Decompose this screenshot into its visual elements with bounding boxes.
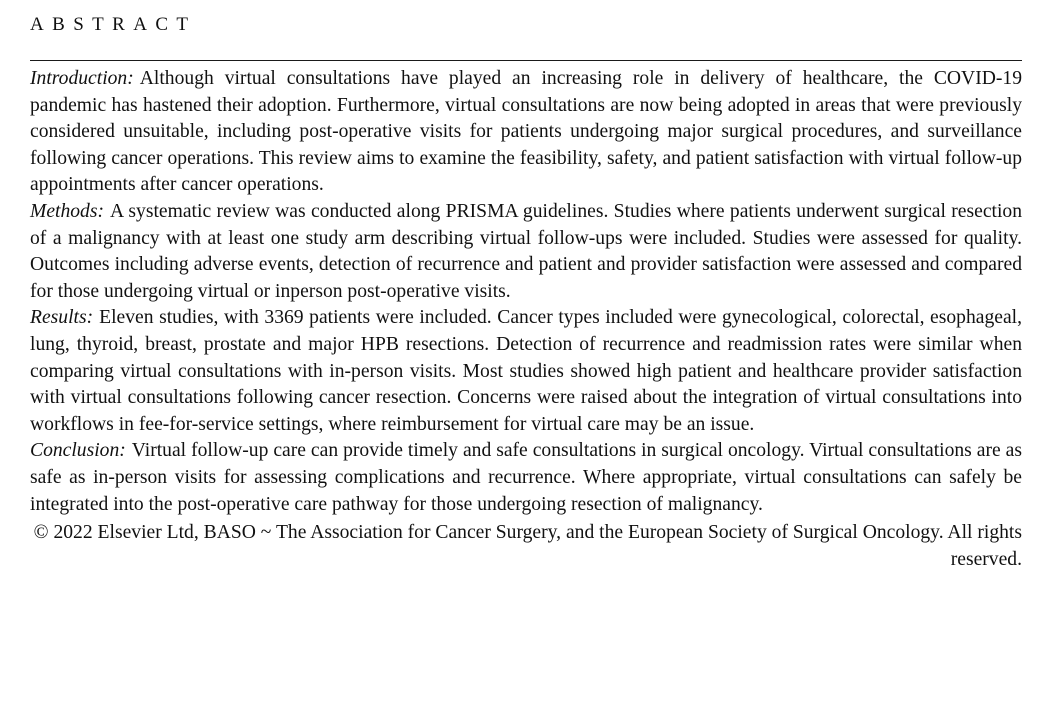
conclusion-paragraph — [30, 438, 1022, 518]
results-paragraph — [30, 305, 1022, 438]
introduction-paragraph — [30, 66, 1022, 199]
abstract-heading: ABSTRACT — [30, 14, 197, 35]
conclusion-text: Virtual follow-up care can provide timely and safe consultations in surgical oncology. Virtual consultations are as safe as in-person visits for assessing complications and recurrence. Where appropriate, virtual consultations can safely be integrated into the post-operative care pathway for those undergoing resection of malignancy. — [30, 440, 1022, 515]
conclusion-label: Conclusion: — [30, 440, 126, 462]
abstract-block — [30, 12, 1022, 573]
methods-paragraph — [30, 199, 1022, 305]
results-label: Results: — [30, 307, 94, 329]
introduction-text: Although virtual consultations have played an increasing role in delivery of healthcare, the COVID-19 pandemic has hastened their adoption. Furthermore, virtual consultations are now being adopted in areas that were previously considered unsuitable, including post-operative visits for patients undergoing major surgical procedures, and surveillance following cancer operations. This review aims to examine the feasibility, safety, and patient satisfaction with virtual follow-up appointments after cancer operations. — [30, 68, 1022, 196]
introduction-label: Introduction: — [30, 68, 134, 89]
methods-text: A systematic review was conducted along PRISMA guidelines. Studies where patients underwent surgical resection of a malignancy with at least one study arm describing virtual follow-ups were included. Studies were assessed for quality. Outcomes including adverse events, detection of recurrence and patient and provider satisfaction were assessed and compared for those undergoing virtual or inperson post-operative visits. — [30, 200, 1022, 302]
methods-label: Methods: — [30, 200, 105, 222]
heading-divider — [30, 60, 1022, 61]
results-text: Eleven studies, with 3369 patients were included. Cancer types included were gynecological, colorectal, esophageal, lung, thyroid, breast, prostate and major HPB resections. Detection of recurrence and readmission rates were similar when comparing virtual consultations with in-person visits. Most studies showed high patient and healthcare provider satisfaction with virtual consultations following cancer resection. Concerns were raised about the integration of virtual consultations into workflows in fee-for-service settings, where reimbursement for virtual care may be an issue. — [30, 307, 1022, 435]
copyright-notice: © 2022 Elsevier Ltd, BASO ~ The Association for Cancer Surgery, and the European Society of Surgical Oncology. All rights reserved. — [33, 522, 1022, 570]
